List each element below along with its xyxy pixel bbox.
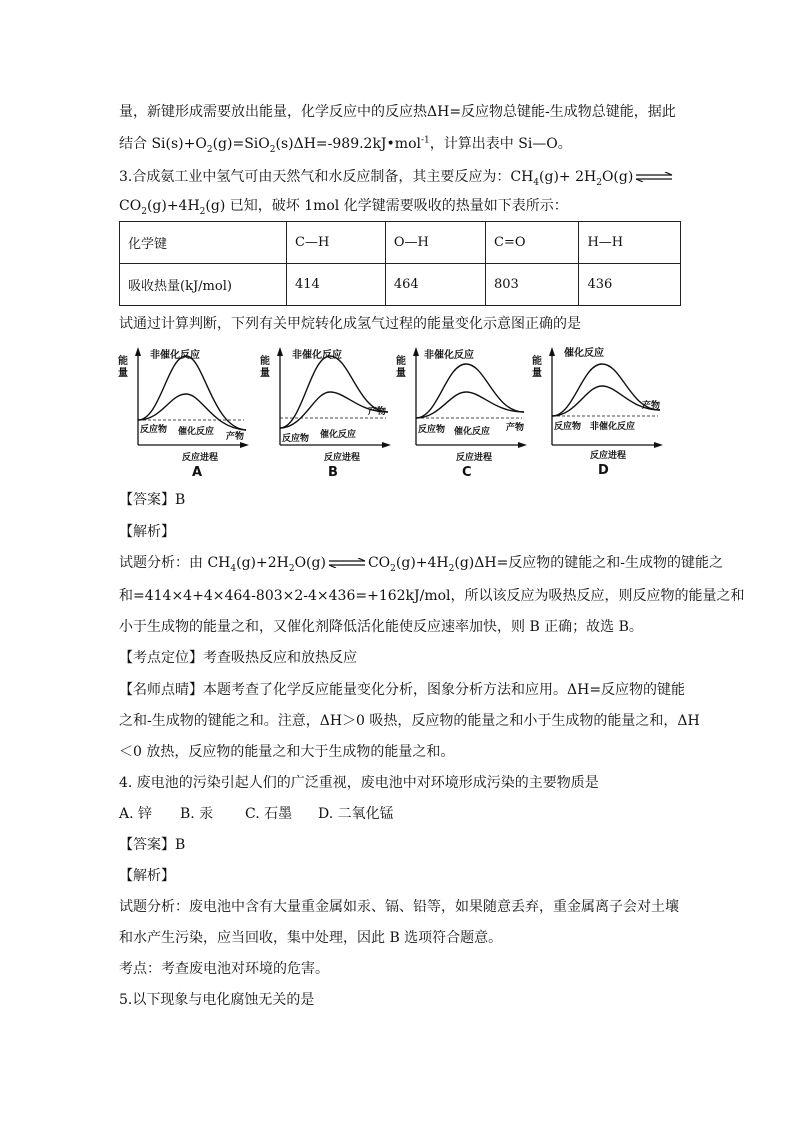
table-cell: C=O bbox=[486, 222, 579, 264]
curve-label-bottom: 催化反应 bbox=[320, 430, 357, 440]
question-4-option: C. 石墨 bbox=[245, 806, 293, 822]
table-cell: O—H bbox=[385, 222, 485, 264]
energy-diagram-b bbox=[260, 347, 391, 480]
equilibrium-arrow-icon bbox=[328, 558, 366, 568]
question-4-option: D. 二氧化锰 bbox=[318, 806, 394, 822]
kaodian-4: 考点：考查废电池对环境的危害。 bbox=[119, 961, 329, 977]
figure-letter: D bbox=[598, 463, 609, 478]
table-cell: 吸收热量(kJ/mol) bbox=[120, 264, 287, 306]
y-axis-label: 量 bbox=[396, 368, 406, 379]
table-cell: 436 bbox=[579, 264, 681, 306]
analysis-heading-4: 【解析】 bbox=[119, 868, 175, 884]
explanation-3-line1: 试题分析：由 $CH_4(g)+2H_2O(g)$ $CO_2(g)+4H_2(g)\Delta H=$反应物的键能之和-生成物的键能之 bbox=[119, 555, 724, 574]
answer-3: 【答案】B bbox=[119, 492, 186, 508]
table-cell: 464 bbox=[385, 264, 485, 306]
energy-diagram-a bbox=[118, 347, 249, 480]
curve-label-top: 非催化反应 bbox=[424, 350, 474, 361]
reactant-label: 反应物 bbox=[554, 422, 582, 432]
y-axis-label: 量 bbox=[260, 368, 270, 379]
energy-diagram-d bbox=[532, 346, 663, 478]
explanation-4-line1: 试题分析：废电池中含有大量重金属如汞、镉、铅等，如果随意丢弃，重金属离子会对土壤 bbox=[119, 899, 679, 915]
mingshi-3-line3: ＜0 放热，反应物的能量之和大于生成物的能量之和。 bbox=[119, 744, 455, 760]
product-label: 产物 bbox=[226, 432, 245, 442]
product-label: 产物 bbox=[642, 401, 661, 411]
answer-4: 【答案】B bbox=[119, 837, 186, 853]
y-axis-label: 能 bbox=[260, 356, 270, 367]
mingshi-3-line2: 之和-生成物的键能之和。注意，ΔH＞0 吸热，反应物的能量之和小于生成物的能量之和，ΔH bbox=[119, 713, 700, 729]
curve-label-top: 非催化反应 bbox=[292, 350, 342, 361]
x-axis-label: 反应进程 bbox=[590, 451, 627, 461]
bond-energy-table bbox=[119, 221, 681, 306]
text-line: 结合 $Si(s)+O_2(g)=SiO_2(s)\Delta H=-989.2kJ•mol^{-1}$，计算出表中 Si—O。 bbox=[119, 135, 572, 155]
mingshi-3-line1: 【名师点晴】本题考查了化学反应能量变化分析，图象分析方法和应用。ΔH=反应物的键能 bbox=[119, 682, 686, 698]
question-4-option: B. 汞 bbox=[180, 806, 214, 822]
figure-letter: C bbox=[462, 465, 472, 480]
explanation-3-line2: 和=414×4+4×464-803×2-4×436=+162kJ/mol，所以该反应为吸热反应，则反应物的能量之和 bbox=[119, 588, 745, 604]
curve-label-bottom: 催化反应 bbox=[454, 427, 491, 437]
x-axis-label: 反应进程 bbox=[456, 453, 493, 463]
table-cell: H—H bbox=[579, 222, 681, 264]
y-axis-label: 能 bbox=[532, 356, 542, 367]
question-4-stem: 4. 废电池的污染引起人们的广泛重视，废电池中对环境形成污染的主要物质是 bbox=[119, 775, 599, 791]
x-axis-label: 反应进程 bbox=[182, 453, 219, 463]
figure-letter: A bbox=[192, 465, 203, 480]
energy-diagram-c bbox=[396, 347, 527, 480]
reactant-label: 反应物 bbox=[418, 425, 446, 435]
x-axis-label: 反应进程 bbox=[324, 453, 361, 463]
question-5-stem: 5.以下现象与电化腐蚀无关的是 bbox=[119, 992, 315, 1008]
table-cell: 化学键 bbox=[120, 222, 287, 264]
text-line: 量，新键形成需要放出能量，化学反应中的反应热ΔH=反应物总键能-生成物总键能，据此 bbox=[119, 104, 676, 120]
question-3-line2: $CO_2(g)+4H_2(g)$ 已知，破坏 1mol 化学键需要吸收的热量如下表所示： bbox=[119, 198, 568, 217]
product-label: 产物 bbox=[506, 423, 525, 433]
table-cell: C—H bbox=[287, 222, 386, 264]
energy-diagram-figures bbox=[116, 342, 676, 482]
question-3-prompt: 试通过计算判断，下列有关甲烷转化成氢气过程的能量变化示意图正确的是 bbox=[119, 316, 581, 332]
figure-letter: B bbox=[328, 465, 338, 480]
y-axis-label: 量 bbox=[118, 368, 128, 379]
question-3-line1: 3.合成氨工业中氢气可由天然气和水反应制备，其主要反应为：$CH_4(g)+ 2H_2O(g)$ bbox=[119, 167, 675, 187]
reactant-label: 反应物 bbox=[140, 425, 168, 435]
equilibrium-arrow-icon bbox=[635, 172, 673, 182]
curve-label-top: 非催化反应 bbox=[150, 350, 200, 361]
table-cell: 803 bbox=[486, 264, 579, 306]
y-axis-label: 量 bbox=[532, 368, 542, 379]
kaodian-3: 【考点定位】考查吸热反应和放热反应 bbox=[119, 650, 357, 666]
analysis-heading-3: 【解析】 bbox=[119, 524, 175, 540]
curve-label-top: 催化反应 bbox=[564, 348, 604, 359]
question-4-option: A. 锌 bbox=[119, 806, 153, 822]
table-cell: 414 bbox=[287, 264, 386, 306]
explanation-4-line2: 和水产生污染，应当回收，集中处理，因此 B 选项符合题意。 bbox=[119, 930, 503, 946]
curve-label-bottom: 催化反应 bbox=[178, 427, 215, 437]
explanation-3-line3: 小于生成物的能量之和，又催化剂降低活化能使反应速率加快，则 B 正确；故选 B。 bbox=[119, 619, 643, 635]
table-row bbox=[120, 222, 681, 264]
y-axis-label: 能 bbox=[396, 356, 406, 367]
reactant-label: 反应物 bbox=[282, 434, 310, 444]
curve-label-bottom: 非催化反应 bbox=[590, 422, 636, 432]
y-axis-label: 能 bbox=[118, 356, 128, 367]
product-label: 产物 bbox=[368, 407, 387, 417]
table-row bbox=[120, 264, 681, 306]
